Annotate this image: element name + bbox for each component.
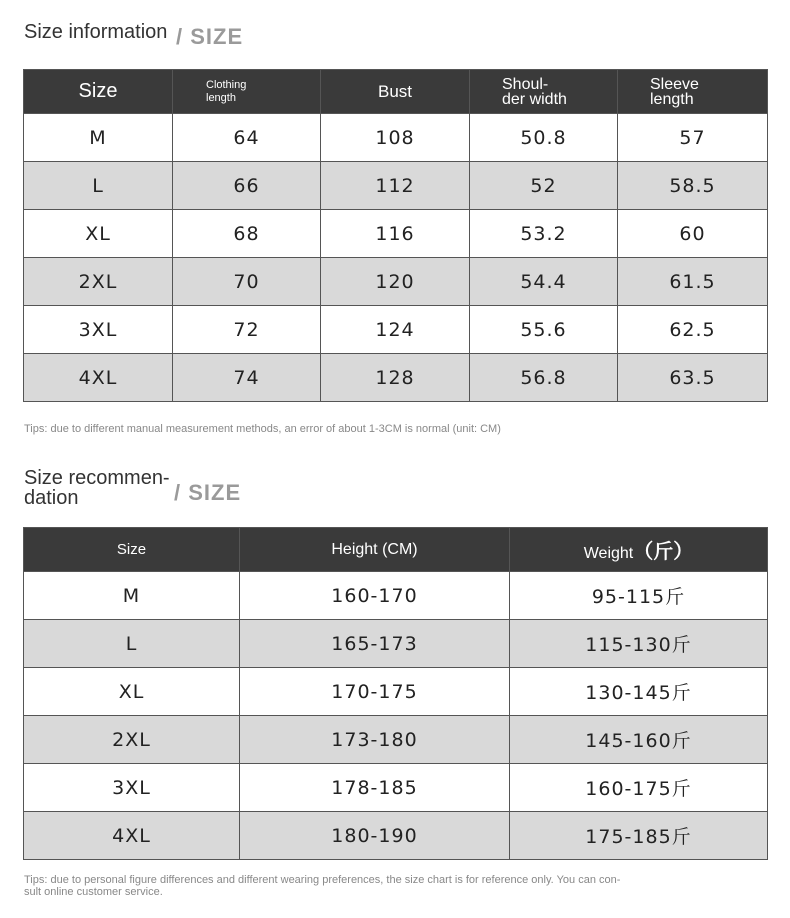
cell-size: 2XL: [24, 258, 173, 306]
cell-weight: 145-160斤: [510, 716, 768, 764]
cell-length: 74: [173, 354, 321, 402]
table-row: [24, 668, 768, 716]
size-recommendation-title: [24, 468, 170, 508]
cell-size: XL: [24, 668, 240, 716]
size-recommendation-table: [23, 527, 768, 860]
cell-size: 4XL: [24, 812, 240, 860]
header-weight-label: Weight: [583, 545, 634, 562]
header-sleeve-length: [618, 70, 768, 114]
cell-bust: 120: [321, 258, 470, 306]
header-shoulder-width: [470, 70, 618, 114]
header-sleeve-line1: Sleeve: [650, 75, 699, 93]
size-info-header-row: [24, 70, 768, 114]
table-row: [24, 572, 768, 620]
size-recommendation-title-line1: Size recommen-: [24, 467, 170, 489]
cell-length: 64: [173, 114, 321, 162]
cell-shoulder: 54.4: [470, 258, 618, 306]
cell-size: 3XL: [24, 306, 173, 354]
cell-bust: 116: [321, 210, 470, 258]
cell-sleeve: 63.5: [618, 354, 768, 402]
cell-weight: 130-145斤: [510, 668, 768, 716]
cell-size: 4XL: [24, 354, 173, 402]
size-info-title: Size information: [24, 21, 168, 43]
header-size: Size: [24, 528, 240, 572]
table-row: [24, 258, 768, 306]
cell-size: L: [24, 620, 240, 668]
size-recommendation-subtitle: / SIZE: [174, 480, 242, 505]
cell-size: 3XL: [24, 764, 240, 812]
cell-height: 165-173: [240, 620, 510, 668]
cell-bust: 112: [321, 162, 470, 210]
cell-height: 178-185: [240, 764, 510, 812]
header-shoulder-line2: der width: [502, 90, 567, 108]
header-clothing-length: [173, 70, 321, 114]
cell-size: M: [24, 572, 240, 620]
cell-length: 68: [173, 210, 321, 258]
header-shoulder-line1: Shoul-: [502, 75, 549, 93]
cell-shoulder: 53.2: [470, 210, 618, 258]
header-weight: [510, 528, 768, 572]
header-sleeve-line2: length: [650, 90, 694, 108]
cell-bust: 124: [321, 306, 470, 354]
table-row: [24, 162, 768, 210]
cell-length: 72: [173, 306, 321, 354]
header-clothing-length-line2: length: [206, 91, 236, 104]
cell-weight: 115-130斤: [510, 620, 768, 668]
header-weight-unit: （斤）: [633, 541, 694, 563]
cell-bust: 128: [321, 354, 470, 402]
size-recommendation-header-row: [24, 528, 768, 572]
cell-height: 170-175: [240, 668, 510, 716]
cell-size: XL: [24, 210, 173, 258]
cell-weight: 175-185斤: [510, 812, 768, 860]
cell-sleeve: 60: [618, 210, 768, 258]
cell-shoulder: 55.6: [470, 306, 618, 354]
cell-size: 2XL: [24, 716, 240, 764]
table-row: [24, 210, 768, 258]
cell-shoulder: 56.8: [470, 354, 618, 402]
size-info-subtitle: / SIZE: [176, 24, 244, 49]
header-bust: Bust: [321, 70, 470, 114]
cell-size: L: [24, 162, 173, 210]
cell-sleeve: 57: [618, 114, 768, 162]
size-recommendation-tips-line2: sult online customer service.: [24, 886, 163, 898]
cell-sleeve: 61.5: [618, 258, 768, 306]
table-row: [24, 114, 768, 162]
cell-shoulder: 50.8: [470, 114, 618, 162]
table-row: [24, 716, 768, 764]
size-info-table: [23, 69, 768, 402]
size-recommendation-tips-line1: Tips: due to personal figure differences and different wearing preferences, the size chart is for reference only. You can con-: [24, 874, 621, 886]
table-row: [24, 306, 768, 354]
size-info-tips: Tips: due to different manual measurement methods, an error of about 1-3CM is normal (unit: CM): [24, 423, 501, 435]
size-recommendation-title-line2: dation: [24, 487, 79, 509]
cell-weight: 95-115斤: [510, 572, 768, 620]
cell-height: 160-170: [240, 572, 510, 620]
cell-weight: 160-175斤: [510, 764, 768, 812]
cell-height: 180-190: [240, 812, 510, 860]
cell-bust: 108: [321, 114, 470, 162]
cell-size: M: [24, 114, 173, 162]
header-clothing-length-line1: Clothing: [206, 78, 247, 91]
cell-length: 66: [173, 162, 321, 210]
cell-length: 70: [173, 258, 321, 306]
table-row: [24, 764, 768, 812]
table-row: [24, 812, 768, 860]
cell-sleeve: 62.5: [618, 306, 768, 354]
cell-shoulder: 52: [470, 162, 618, 210]
header-size: Size: [24, 70, 173, 114]
header-height: Height (CM): [240, 528, 510, 572]
size-recommendation-tips: [24, 874, 620, 898]
table-row: [24, 620, 768, 668]
cell-sleeve: 58.5: [618, 162, 768, 210]
table-row: [24, 354, 768, 402]
cell-height: 173-180: [240, 716, 510, 764]
